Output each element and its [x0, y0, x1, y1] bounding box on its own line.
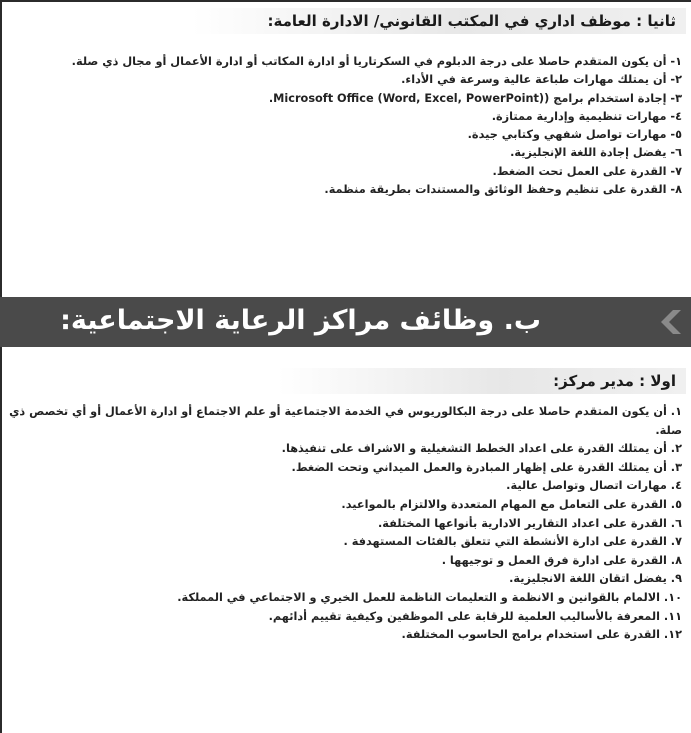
list-item: ١٢. القدرة على استخدام برامج الحاسوب المختلفة.	[401, 628, 682, 642]
list-item: ٧. القدرة على ادارة الأنشطة التي تتعلق بالفئات المستهدفة .	[343, 535, 682, 549]
list-item: ١١. المعرفة بالأساليب العلمية للرقابة على الموظفين وكيفية تقييم أدائهم.	[268, 609, 682, 623]
section-a-list	[4, 53, 682, 199]
list-item: ٩. يفضل اتقان اللغة الانجليزية.	[509, 572, 682, 586]
section-b-heading: اولا : مدير مركز:	[278, 368, 686, 394]
list-item: ٨- القدرة على تنظيم وحفظ الوثائق والمستندات بطريقة منظمة.	[324, 183, 682, 197]
left-border-top	[0, 0, 2, 297]
list-item: ١- أن يكون المتقدم حاصلا على درجة الدبلوم في السكرتاريا أو ادارة المكاتب أو ادارة الأعمال أو مجال ذي صلة.	[71, 55, 682, 68]
section-banner	[0, 297, 691, 347]
list-item: ٣- إجادة استخدام برامج (Microsoft Office (Word, Excel, PowerPoint).	[268, 91, 682, 105]
list-item: ٥. القدرة على التعامل مع المهام المتعددة والالتزام بالمواعيد.	[341, 497, 682, 511]
list-item: ٢. أن يمتلك القدرة على اعداد الخطط التشغيلية و الاشراف على تنفيذها.	[281, 442, 682, 456]
list-item: ٥- مهارات تواصل شفهي وكتابي جيدة.	[467, 128, 682, 142]
left-border-bottom	[0, 347, 2, 733]
list-item: ٤- مهارات تنظيمية وإدارية ممتازة.	[491, 109, 682, 123]
banner-title: ب. وظائف مراكز الرعاية الاجتماعية:	[60, 305, 541, 336]
top-border	[0, 0, 691, 2]
list-item: ٣. أن يمتلك القدرة على إظهار المبادرة والعمل الميداني وتحت الضغط.	[291, 460, 682, 474]
list-item: ٧- القدرة على العمل تحت الضغط.	[492, 164, 682, 178]
list-item: ٢- أن يمتلك مهارات طباعة عالية وسرعة في الأداء.	[401, 73, 682, 87]
list-item: ٦. القدرة على اعداد التقارير الادارية بأنواعها المختلفة.	[377, 516, 682, 530]
section-a-heading: ثانيا : موظف اداري في المكتب القانوني/ الادارة العامة:	[192, 8, 686, 34]
section-b-list	[4, 403, 682, 645]
chevron-left-icon	[655, 307, 685, 337]
list-item: ٦- يفضل إجادة اللغة الإنجليزية.	[510, 146, 682, 160]
list-item: ١٠. الالمام بالقوانين و الانظمة و التعليمات الناظمة للعمل الخيري و الاجتماعي في المملكة.	[177, 590, 682, 604]
list-item: ٤. مهارات اتصال وتواصل عالية.	[506, 479, 682, 493]
list-item: ١. أن يكون المتقدم حاصلا على درجة البكالوريوس في الخدمة الاجتماعية أو علم الاجتماع أو ادارة الأعمال أو أي تخصص ذي صلة.	[9, 405, 682, 437]
list-item: ٨. القدرة على ادارة فرق العمل و توجيهها .	[441, 553, 682, 567]
